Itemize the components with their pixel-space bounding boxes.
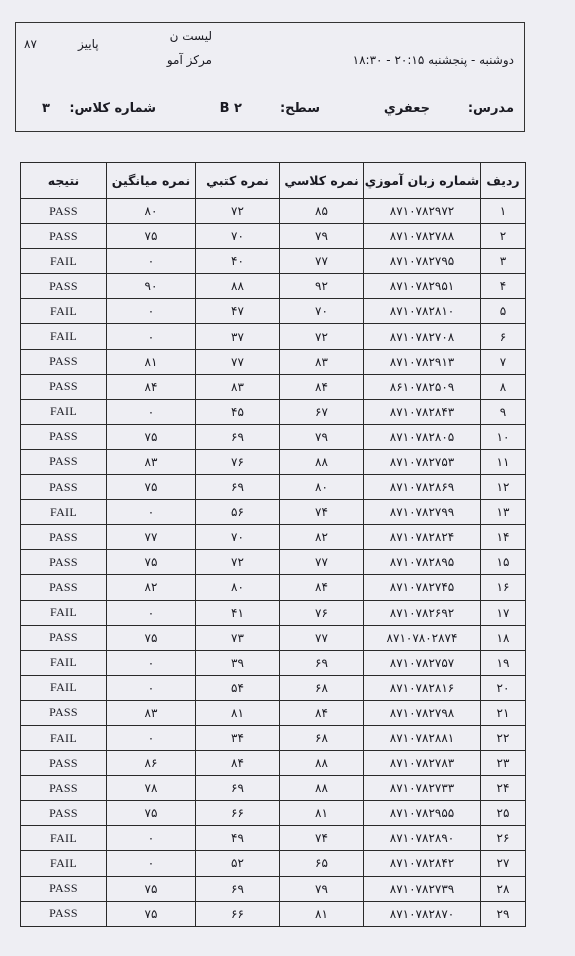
result-cell: PASS: [21, 550, 107, 575]
row-number-cell: ۲۴: [481, 776, 526, 801]
class-grade-cell: ۸۲: [280, 525, 364, 550]
average-grade-cell: ۰: [107, 299, 196, 324]
table-row: [21, 851, 526, 876]
result-cell: PASS: [21, 224, 107, 249]
class-grade-cell: ۶۹: [280, 650, 364, 675]
student-id-cell: ۸۷۱۰۷۸۲۸۹۰: [364, 826, 481, 851]
row-number-cell: ۲۹: [481, 901, 526, 926]
student-id-cell: ۸۷۱۰۷۸۲۷۵۷: [364, 650, 481, 675]
average-grade-cell: ۰: [107, 500, 196, 525]
table-row: [21, 575, 526, 600]
student-id-cell: ۸۷۱۰۷۸۲۷۸۸: [364, 224, 481, 249]
student-id-cell: ۸۷۱۰۷۸۲۸۴۲: [364, 851, 481, 876]
average-grade-cell: ۰: [107, 600, 196, 625]
result-cell: PASS: [21, 349, 107, 374]
written-grade-cell: ۸۰: [196, 575, 280, 600]
result-cell: PASS: [21, 374, 107, 399]
title-fragment: لیست ن: [169, 29, 212, 43]
col-header-result: نتيجه: [21, 163, 107, 199]
student-id-cell: ۸۷۱۰۷۸۲۸۰۵: [364, 424, 481, 449]
row-number-cell: ۲۰: [481, 675, 526, 700]
average-grade-cell: ۰: [107, 249, 196, 274]
class-grade-cell: ۷۹: [280, 224, 364, 249]
class-grade-cell: ۸۱: [280, 801, 364, 826]
student-id-cell: ۸۷۱۰۷۸۲۸۴۳: [364, 399, 481, 424]
table-row: [21, 399, 526, 424]
level-label: سطح:: [279, 101, 320, 116]
written-grade-cell: ۸۳: [196, 374, 280, 399]
result-cell: FAIL: [21, 675, 107, 700]
written-grade-cell: ۷۶: [196, 449, 280, 474]
result-cell: FAIL: [21, 725, 107, 750]
class-grade-cell: ۷۷: [280, 249, 364, 274]
table-row: [21, 475, 526, 500]
student-id-cell: ۸۷۱۰۷۸۲۸۶۹: [364, 475, 481, 500]
table-row: [21, 725, 526, 750]
result-cell: PASS: [21, 424, 107, 449]
written-grade-cell: ۶۹: [196, 876, 280, 901]
class-grade-cell: ۷۷: [280, 550, 364, 575]
row-number-cell: ۲۶: [481, 826, 526, 851]
term-label: پاییز: [78, 37, 99, 51]
result-cell: FAIL: [21, 399, 107, 424]
result-cell: PASS: [21, 751, 107, 776]
average-grade-cell: ۸۳: [107, 700, 196, 725]
table-row: [21, 625, 526, 650]
row-number-cell: ۱۱: [481, 449, 526, 474]
written-grade-cell: ۴۷: [196, 299, 280, 324]
average-grade-cell: ۰: [107, 399, 196, 424]
class-grade-cell: ۷۲: [280, 324, 364, 349]
student-id-cell: ۸۷۱۰۷۸۲۹۷۲: [364, 199, 481, 224]
row-number-cell: ۱۵: [481, 550, 526, 575]
year-label: ۸۷: [24, 37, 37, 51]
result-cell: FAIL: [21, 500, 107, 525]
written-grade-cell: ۴۱: [196, 600, 280, 625]
written-grade-cell: ۷۳: [196, 625, 280, 650]
average-grade-cell: ۷۵: [107, 224, 196, 249]
table-row: [21, 349, 526, 374]
center-fragment: مرکز آمو: [166, 53, 212, 67]
row-number-cell: ۲۵: [481, 801, 526, 826]
average-grade-cell: ۰: [107, 826, 196, 851]
class-number-value: ۳: [42, 101, 50, 116]
row-number-cell: ۲۳: [481, 751, 526, 776]
written-grade-cell: ۵۲: [196, 851, 280, 876]
written-grade-cell: ۸۱: [196, 700, 280, 725]
average-grade-cell: ۰: [107, 725, 196, 750]
row-number-cell: ۱۹: [481, 650, 526, 675]
average-grade-cell: ۰: [107, 324, 196, 349]
row-number-cell: ۱۶: [481, 575, 526, 600]
student-id-cell: ۸۷۱۰۷۸۲۸۸۱: [364, 725, 481, 750]
average-grade-cell: ۷۵: [107, 876, 196, 901]
row-number-cell: ۲۲: [481, 725, 526, 750]
row-number-cell: ۸: [481, 374, 526, 399]
result-cell: PASS: [21, 901, 107, 926]
written-grade-cell: ۵۴: [196, 675, 280, 700]
col-header-student-id: شماره زبان آموزي: [364, 163, 481, 199]
class-grade-cell: ۸۴: [280, 700, 364, 725]
average-grade-cell: ۰: [107, 851, 196, 876]
student-id-cell: ۸۷۱۰۷۸۲۷۹۵: [364, 249, 481, 274]
student-id-cell: ۸۷۱۰۷۸۰۲۸۷۴: [364, 625, 481, 650]
class-grade-cell: ۷۷: [280, 625, 364, 650]
average-grade-cell: ۷۵: [107, 901, 196, 926]
class-grade-cell: ۸۳: [280, 349, 364, 374]
result-cell: FAIL: [21, 650, 107, 675]
table-row: [21, 224, 526, 249]
student-id-cell: ۸۷۱۰۷۸۲۷۵۳: [364, 449, 481, 474]
teacher-label: مدرس:: [467, 101, 514, 116]
result-cell: PASS: [21, 625, 107, 650]
table-row: [21, 675, 526, 700]
table-row: [21, 274, 526, 299]
row-number-cell: ۲۱: [481, 700, 526, 725]
row-number-cell: ۶: [481, 324, 526, 349]
result-cell: FAIL: [21, 600, 107, 625]
table-row: [21, 600, 526, 625]
class-grade-cell: ۹۲: [280, 274, 364, 299]
table-row: [21, 374, 526, 399]
table-row: [21, 901, 526, 926]
col-header-written-grade: نمره كتبي: [196, 163, 280, 199]
class-grade-cell: ۸۸: [280, 751, 364, 776]
class-grade-cell: ۸۰: [280, 475, 364, 500]
table-row: [21, 700, 526, 725]
grades-table: [20, 162, 526, 927]
result-cell: PASS: [21, 199, 107, 224]
student-id-cell: ۸۷۱۰۷۸۲۷۰۸: [364, 324, 481, 349]
result-cell: FAIL: [21, 851, 107, 876]
student-id-cell: ۸۷۱۰۷۸۲۷۹۹: [364, 500, 481, 525]
table-row: [21, 776, 526, 801]
average-grade-cell: ۰: [107, 650, 196, 675]
result-cell: FAIL: [21, 826, 107, 851]
result-cell: PASS: [21, 776, 107, 801]
average-grade-cell: ۰: [107, 675, 196, 700]
written-grade-cell: ۷۰: [196, 525, 280, 550]
row-number-cell: ۳: [481, 249, 526, 274]
student-id-cell: ۸۷۱۰۷۸۲۶۹۲: [364, 600, 481, 625]
row-number-cell: ۱۴: [481, 525, 526, 550]
row-number-cell: ۱۰: [481, 424, 526, 449]
average-grade-cell: ۹۰: [107, 274, 196, 299]
class-grade-cell: ۷۴: [280, 826, 364, 851]
schedule-label: دوشنبه - پنجشنبه ۲۰:۱۵ - ۱۸:۳۰: [352, 53, 514, 67]
written-grade-cell: ۶۹: [196, 424, 280, 449]
class-grade-cell: ۸۵: [280, 199, 364, 224]
row-number-cell: ۲۸: [481, 876, 526, 901]
row-number-cell: ۱۳: [481, 500, 526, 525]
written-grade-cell: ۴۹: [196, 826, 280, 851]
header-box: [15, 22, 525, 132]
student-id-cell: ۸۷۱۰۷۸۲۷۸۳: [364, 751, 481, 776]
result-cell: PASS: [21, 525, 107, 550]
written-grade-cell: ۶۶: [196, 801, 280, 826]
average-grade-cell: ۸۶: [107, 751, 196, 776]
class-grade-cell: ۷۹: [280, 876, 364, 901]
average-grade-cell: ۸۳: [107, 449, 196, 474]
average-grade-cell: ۷۵: [107, 801, 196, 826]
written-grade-cell: ۷۰: [196, 224, 280, 249]
written-grade-cell: ۳۹: [196, 650, 280, 675]
average-grade-cell: ۷۵: [107, 475, 196, 500]
average-grade-cell: ۷۸: [107, 776, 196, 801]
result-cell: PASS: [21, 876, 107, 901]
result-cell: PASS: [21, 700, 107, 725]
class-grade-cell: ۷۶: [280, 600, 364, 625]
written-grade-cell: ۶۹: [196, 776, 280, 801]
written-grade-cell: ۵۶: [196, 500, 280, 525]
result-cell: PASS: [21, 475, 107, 500]
class-grade-cell: ۸۸: [280, 449, 364, 474]
class-grade-cell: ۸۱: [280, 901, 364, 926]
class-grade-cell: ۷۹: [280, 424, 364, 449]
class-grade-cell: ۷۴: [280, 500, 364, 525]
table-row: [21, 449, 526, 474]
col-header-class-grade: نمره كلاسي: [280, 163, 364, 199]
written-grade-cell: ۴۰: [196, 249, 280, 274]
written-grade-cell: ۷۷: [196, 349, 280, 374]
row-number-cell: ۵: [481, 299, 526, 324]
table-row: [21, 801, 526, 826]
table-row: [21, 650, 526, 675]
average-grade-cell: ۸۱: [107, 349, 196, 374]
written-grade-cell: ۳۷: [196, 324, 280, 349]
average-grade-cell: ۷۵: [107, 625, 196, 650]
row-number-cell: ۱۸: [481, 625, 526, 650]
class-grade-cell: ۶۸: [280, 725, 364, 750]
table-row: [21, 249, 526, 274]
result-cell: FAIL: [21, 324, 107, 349]
table-row: [21, 826, 526, 851]
student-id-cell: ۸۷۱۰۷۸۲۷۳۹: [364, 876, 481, 901]
average-grade-cell: ۸۲: [107, 575, 196, 600]
average-grade-cell: ۷۵: [107, 550, 196, 575]
result-cell: PASS: [21, 575, 107, 600]
table-row: [21, 500, 526, 525]
student-id-cell: ۸۷۱۰۷۸۲۹۵۱: [364, 274, 481, 299]
student-id-cell: ۸۷۱۰۷۸۲۸۹۵: [364, 550, 481, 575]
class-grade-cell: ۶۵: [280, 851, 364, 876]
student-id-cell: ۸۷۱۰۷۸۲۹۵۵: [364, 801, 481, 826]
written-grade-cell: ۷۲: [196, 550, 280, 575]
written-grade-cell: ۷۲: [196, 199, 280, 224]
class-grade-cell: ۸۴: [280, 575, 364, 600]
result-cell: PASS: [21, 449, 107, 474]
class-grade-cell: ۶۸: [280, 675, 364, 700]
average-grade-cell: ۸۰: [107, 199, 196, 224]
student-id-cell: ۸۷۱۰۷۸۲۸۱۶: [364, 675, 481, 700]
result-cell: FAIL: [21, 299, 107, 324]
table-row: [21, 299, 526, 324]
table-header-row: [21, 163, 526, 199]
student-id-cell: ۸۷۱۰۷۸۲۹۱۳: [364, 349, 481, 374]
written-grade-cell: ۳۴: [196, 725, 280, 750]
average-grade-cell: ۷۷: [107, 525, 196, 550]
written-grade-cell: ۶۶: [196, 901, 280, 926]
result-cell: PASS: [21, 274, 107, 299]
class-grade-cell: ۶۷: [280, 399, 364, 424]
table-row: [21, 324, 526, 349]
result-cell: PASS: [21, 801, 107, 826]
student-id-cell: ۸۷۱۰۷۸۲۷۹۸: [364, 700, 481, 725]
table-row: [21, 751, 526, 776]
written-grade-cell: ۸۸: [196, 274, 280, 299]
written-grade-cell: ۶۹: [196, 475, 280, 500]
row-number-cell: ۱۲: [481, 475, 526, 500]
result-cell: FAIL: [21, 249, 107, 274]
table-row: [21, 876, 526, 901]
average-grade-cell: ۷۵: [107, 424, 196, 449]
student-id-cell: ۸۷۱۰۷۸۲۷۳۳: [364, 776, 481, 801]
level-value: B ۲: [219, 101, 242, 116]
row-number-cell: ۲: [481, 224, 526, 249]
class-grade-cell: ۸۴: [280, 374, 364, 399]
class-grade-cell: ۷۰: [280, 299, 364, 324]
row-number-cell: ۴: [481, 274, 526, 299]
table-row: [21, 424, 526, 449]
average-grade-cell: ۸۴: [107, 374, 196, 399]
row-number-cell: ۹: [481, 399, 526, 424]
written-grade-cell: ۴۵: [196, 399, 280, 424]
row-number-cell: ۷: [481, 349, 526, 374]
col-header-row-number: ردیف: [481, 163, 526, 199]
written-grade-cell: ۸۴: [196, 751, 280, 776]
student-id-cell: ۸۷۱۰۷۸۲۷۴۵: [364, 575, 481, 600]
table-row: [21, 525, 526, 550]
class-grade-cell: ۸۸: [280, 776, 364, 801]
table-row: [21, 199, 526, 224]
row-number-cell: ۱: [481, 199, 526, 224]
teacher-name: جعفري: [383, 101, 430, 116]
student-id-cell: ۸۷۱۰۷۸۲۸۲۴: [364, 525, 481, 550]
row-number-cell: ۲۷: [481, 851, 526, 876]
class-number-label: شماره کلاس:: [69, 101, 156, 116]
student-id-cell: ۸۶۱۰۷۸۲۵۰۹: [364, 374, 481, 399]
student-id-cell: ۸۷۱۰۷۸۲۸۷۰: [364, 901, 481, 926]
table-row: [21, 550, 526, 575]
row-number-cell: ۱۷: [481, 600, 526, 625]
student-id-cell: ۸۷۱۰۷۸۲۸۱۰: [364, 299, 481, 324]
col-header-average-grade: نمره ميانگين: [107, 163, 196, 199]
